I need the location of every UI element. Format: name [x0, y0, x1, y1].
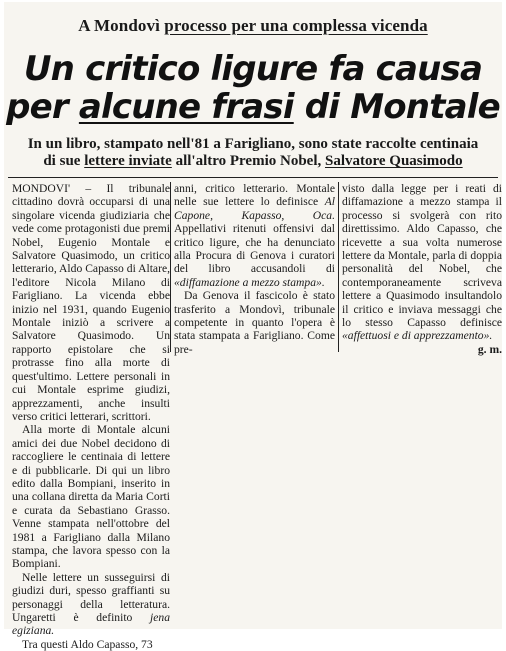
- italic-quote: «affettuosi e di apprezzamento».: [342, 329, 493, 343]
- italic-quote: jena egiziana.: [12, 611, 170, 638]
- top-rule: [8, 177, 498, 178]
- subhead-underlined: Salvatore Quasimodo: [324, 153, 463, 169]
- italic-quote: Al Capone, Kapasso, Oca.: [174, 195, 335, 222]
- subhead-text: In un libro, stampato nell'81 a Farigliano, sono state raccolte centinaia: [27, 136, 479, 152]
- headline-part: per: [6, 87, 79, 127]
- paragraph-text: anni, critico letterario. Montale nelle sue lettere lo definisce: [174, 182, 335, 209]
- kicker: [4, 16, 502, 36]
- kicker-text: A Mondovì: [78, 16, 165, 35]
- paragraph-text: Nelle lettere un susseguirsi di giudizi duri, spesso graffianti su personaggi della letteratura. Ungaretti è definito: [12, 570, 170, 624]
- kicker-underlined: processo per una complessa vicenda: [164, 16, 428, 35]
- column-1: [12, 182, 170, 651]
- paragraph: [174, 182, 335, 289]
- subhead-line-1: [4, 136, 502, 153]
- headline-part: di Montale: [293, 87, 500, 127]
- author-signature: g. m.: [477, 342, 502, 356]
- paragraph: MONDOVI' – Il tribunale cittadino dovrà occuparsi di una singolare vicenda giudiziaria che vede come protagonisti due premi Nobel, Eugenio Montale e Salvatore Quasimodo, un critico letterario, Aldo Capasso di Altare, l'editore Nicola Milano di Farigliano. La vicenda ebbe inizio nel 1931, quando Eugenio Montale iniziò a scrivere a Salvatore Quasimodo. Un rapporto epistolare che si protrasse fino alla morte di quest'ultimo. Lettere personali in cui Montale esprime giudizi, apprezzamenti, anche insulti verso critici letterari, scrittori.: [12, 182, 170, 423]
- subhead-underlined: lettere inviate: [84, 153, 172, 169]
- paragraph: Alla morte di Montale alcuni amici dei due Nobel decidono di raccogliere le centinaia di lettere e di pubblicarle. Di qui un libro edito dalla Bompiani, inserito in una collana diretta da Maria Corti e curata da Sebastiano Grasso. Venne stampata nell'ottobre del 1981 a Farigliano dalla Milano stampa, che lavora spesso con la Bompiani.: [12, 423, 170, 571]
- paragraph-text: visto dalla legge per i reati di diffamazione a mezzo stampa il processo si svolgerà con rito direttissimo. Aldo Capasso, che ricevette a sua volta numerose lettere da Montale, parla di doppia personalità del Nobel, che contemporaneamente scriveva lettere a Quasimodo insultandolo il critico e inviava messaggi che lo stesso Capasso definisce: [342, 182, 502, 330]
- headline-line-2: [4, 88, 502, 126]
- paragraph-text: Appellativi ritenuti offensivi dal critico ligure, che ha denunciato alla Procura di Genova i curatori del libro accusandoli di: [174, 222, 335, 276]
- paragraph: Tra questi Aldo Capasso, 73: [22, 637, 153, 651]
- column-divider: [338, 182, 339, 352]
- column-3: [342, 182, 502, 356]
- newspaper-clipping: [4, 2, 502, 651]
- subhead-text: di sue: [43, 153, 85, 169]
- paragraph: [12, 571, 170, 638]
- paragraph: [342, 182, 502, 356]
- headline-underlined: alcune frasi: [78, 87, 294, 127]
- subhead-line-2: [4, 153, 502, 170]
- headline-line-1: Un critico ligure fa causa: [23, 49, 483, 89]
- paragraph: Da Genova il fascicolo è stato trasferito a Mondovì, tribunale competente in quanto l'opera è stata stampata a Farigliano. Come pre-: [174, 289, 335, 356]
- italic-quote: «diffamazione a mezzo stampa».: [174, 275, 325, 289]
- subhead-text: all'altro Premio Nobel,: [171, 153, 325, 169]
- column-divider: [170, 182, 171, 352]
- column-2: [174, 182, 335, 356]
